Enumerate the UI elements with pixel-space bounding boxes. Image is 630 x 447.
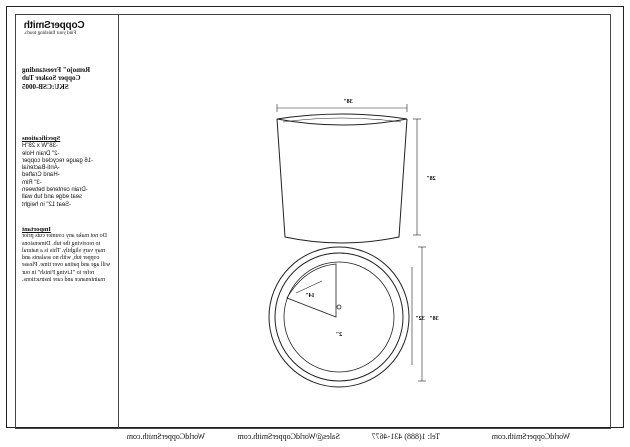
important-heading: Important	[22, 226, 51, 233]
tub-drawing	[120, 15, 615, 432]
specifications-heading: Specifications	[22, 135, 61, 142]
spec-item: -Drain centered between	[22, 187, 88, 194]
seat-depth-dimension	[296, 281, 322, 293]
important-line: copper tub, with no sealants and	[22, 255, 100, 262]
footer-email[interactable]: Sales@WorldCopperSmith.com	[237, 432, 340, 441]
product-sku: SKU:CSB-0005	[22, 82, 69, 91]
important-block	[22, 226, 114, 284]
seat-depth-label: 14"	[305, 293, 315, 299]
spec-item: -Anti-Bacterial	[22, 165, 60, 172]
logo-tagline: Find your finishing touch.	[24, 31, 77, 36]
spec-item: -Seat 12" in height	[22, 201, 72, 208]
spec-item: -Hand Crafted	[22, 172, 60, 179]
important-line: Do not make any counter cuts prior	[22, 233, 107, 240]
width-label: 38"	[343, 99, 353, 105]
footer-website[interactable]: WorldCopperSmith.com	[126, 432, 205, 441]
drain-label: 2"	[335, 332, 343, 338]
tub-plan	[269, 247, 409, 387]
height-label: 28"	[426, 176, 436, 182]
important-line: maintenance and care instructions.	[22, 277, 105, 284]
spec-item: -16 gauge recycled copper	[22, 157, 94, 164]
sidebar-divider	[118, 14, 119, 429]
width-dimension	[277, 104, 407, 112]
footer-website[interactable]: WorldCopperSmith.com	[491, 432, 570, 441]
spec-item: -38"W x 28"H	[22, 143, 58, 150]
outer-diameter-label: 38"	[429, 316, 439, 322]
footer	[126, 432, 590, 444]
outer-diameter-dimension	[418, 247, 426, 381]
inner-diameter-label: 32"	[415, 316, 425, 322]
spec-item: -2" Drain Hole	[22, 150, 60, 157]
tub-elevation	[277, 114, 407, 243]
product-title-line-2: Copper Soaker Tub	[22, 74, 81, 83]
important-line: will age and patina over time. Please	[22, 262, 111, 269]
height-dimension	[413, 119, 421, 235]
footer-phone: Tel: 1(888) 431-4677	[371, 432, 440, 441]
logo-text: CopperSmith	[24, 20, 85, 31]
spec-item: seat edge and tub wall	[22, 194, 83, 201]
important-line: may vary slightly. This is a natural	[22, 247, 105, 254]
important-line: to receiving the tub. Dimensions	[22, 240, 101, 247]
logo	[24, 20, 110, 50]
specifications-block	[22, 135, 114, 209]
important-line: refer to "Living Finish" in our	[22, 269, 95, 276]
product-title-line-1: Remojo" Freestanding	[22, 66, 91, 74]
spec-item: -3" Rim	[22, 179, 42, 186]
product-title-block	[22, 66, 114, 91]
